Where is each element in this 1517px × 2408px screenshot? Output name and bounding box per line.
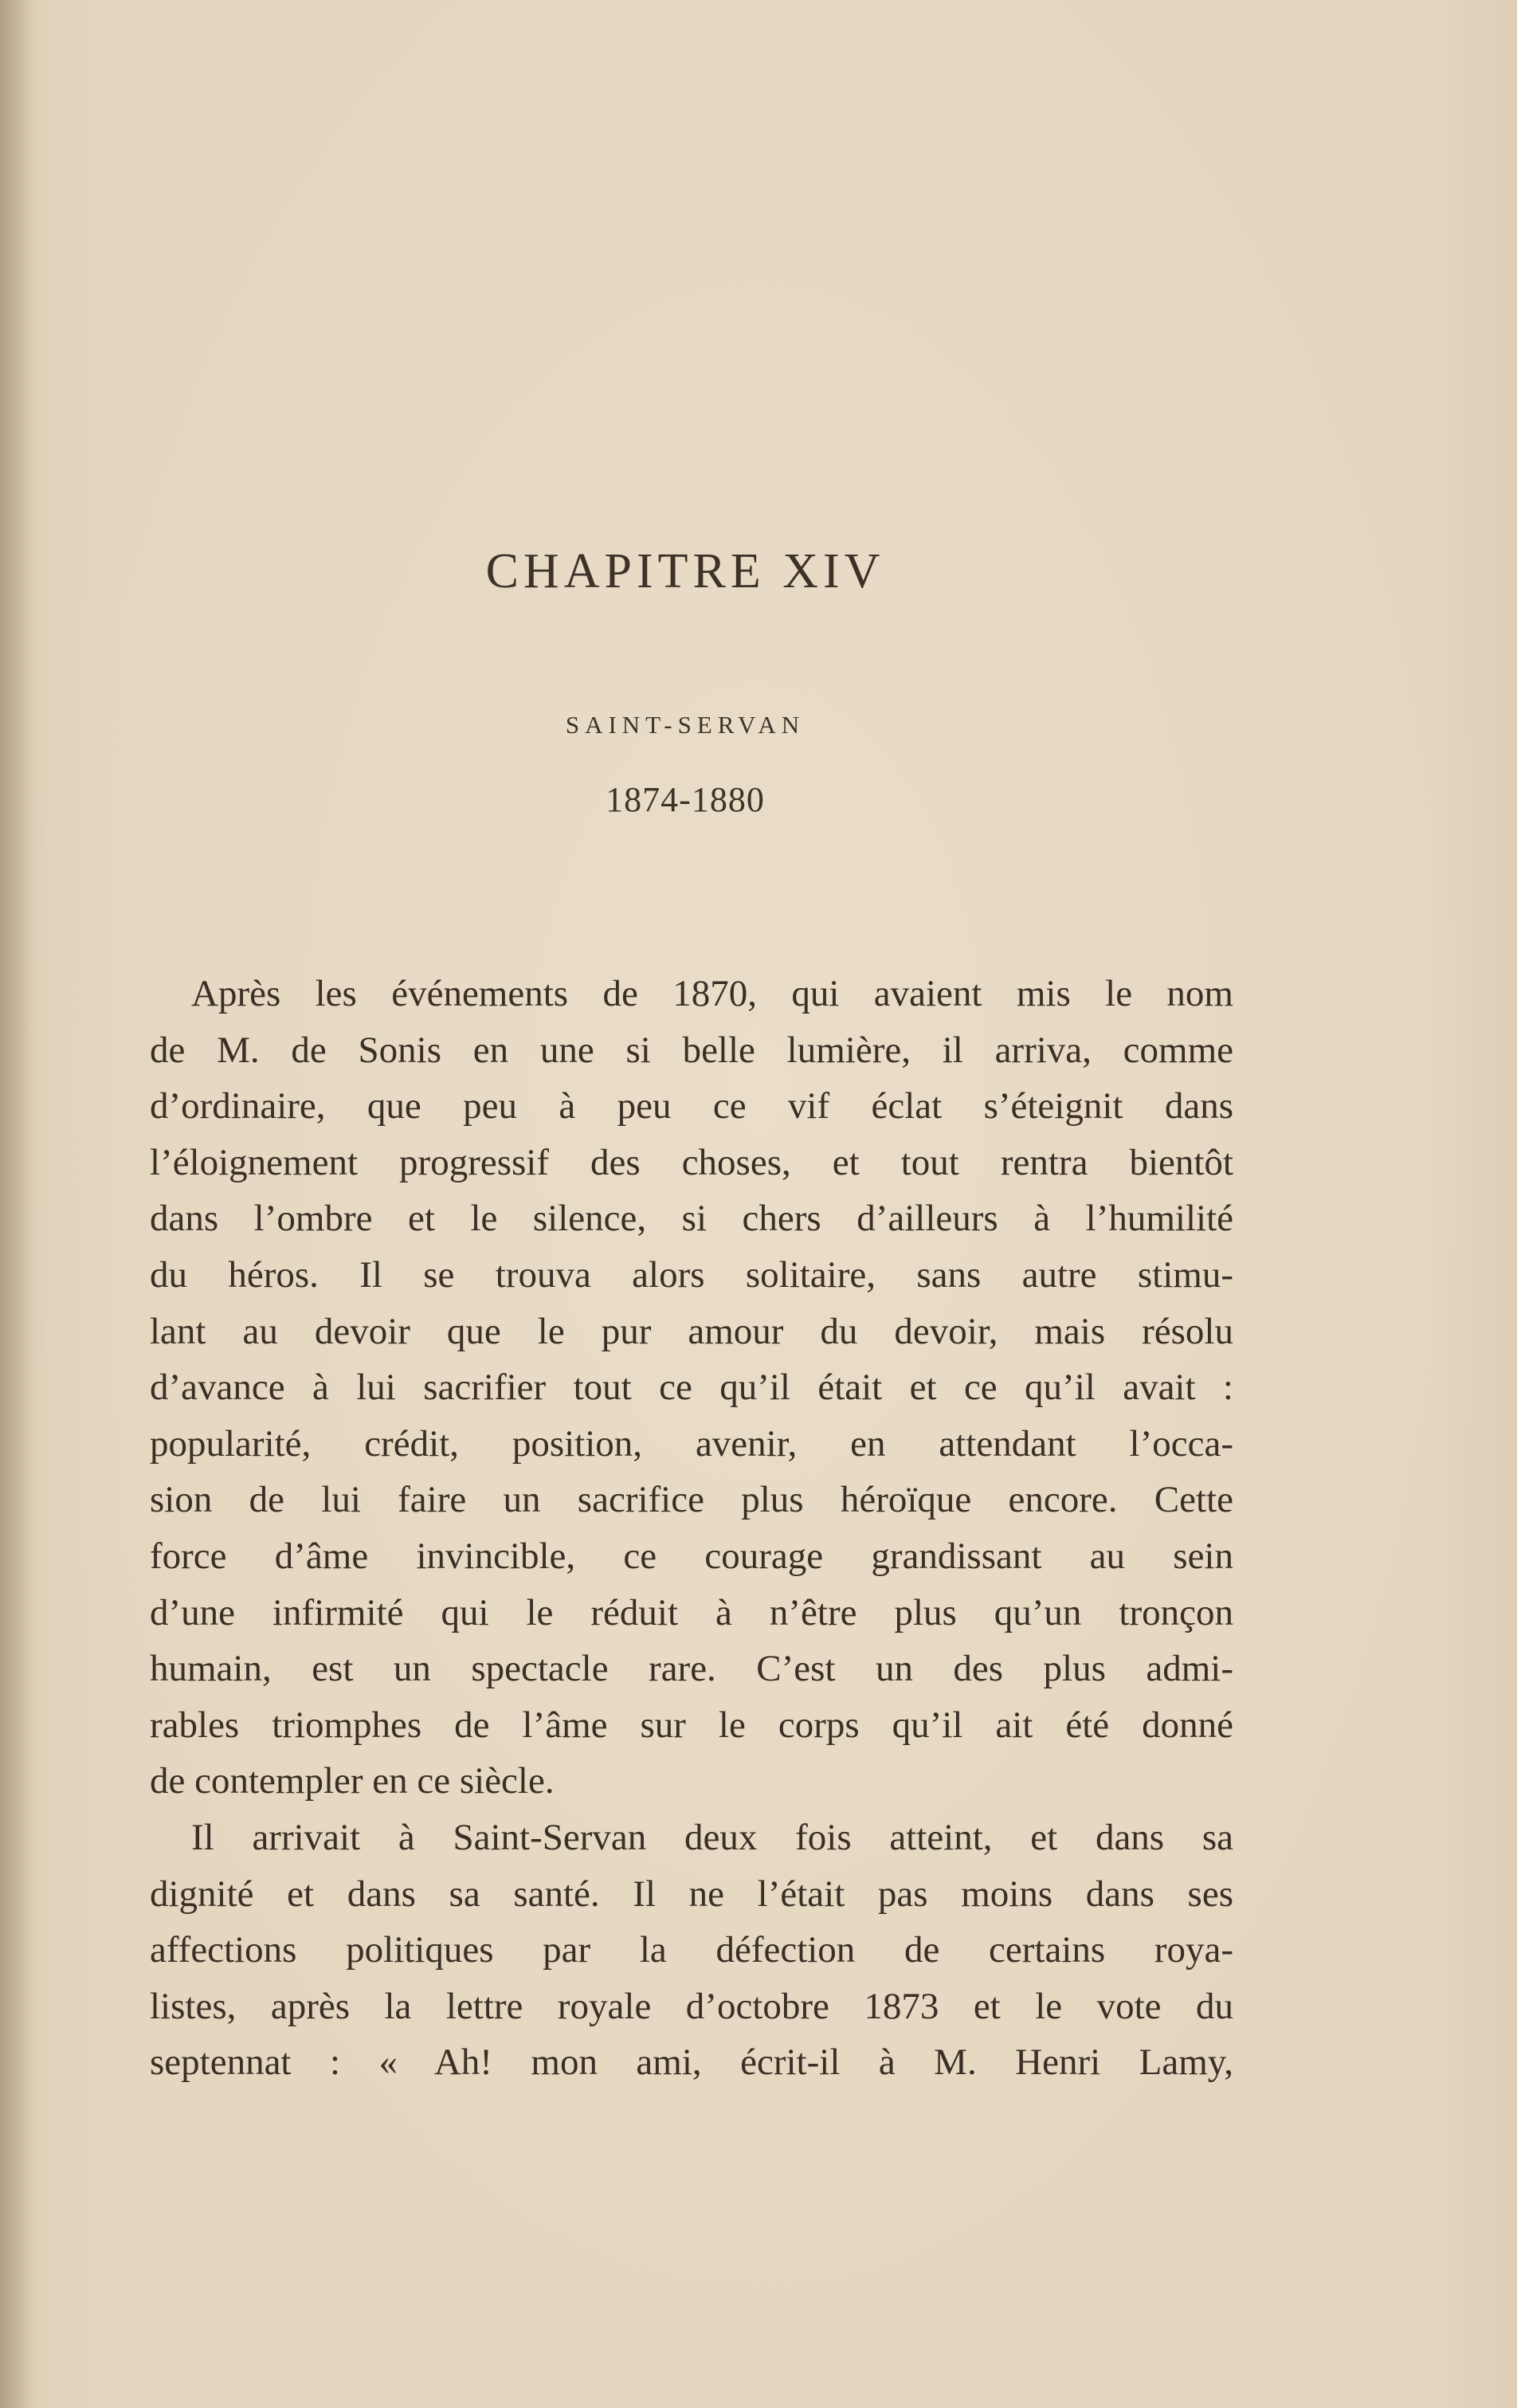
text-line: d’ordinaire, que peu à peu ce vif éclat s’éteignit dans <box>150 1085 1233 1128</box>
text-line: de M. de Sonis en une si belle lumière, il arriva, comme <box>150 1029 1233 1071</box>
section-title: SAINT-SERVAN <box>565 711 806 739</box>
body-text <box>150 966 1233 2091</box>
chapter-title: CHAPITRE XIV <box>485 544 885 598</box>
text-line: lant au devoir que le pur amour du devoir, mais résolu <box>150 1310 1233 1352</box>
text-line: popularité, crédit, position, avenir, en attendant l’occa- <box>150 1422 1233 1465</box>
text-line: de contempler en ce siècle. <box>150 1760 555 1802</box>
page-spine-shadow <box>0 0 32 2408</box>
text-line: dans l’ombre et le silence, si chers d’ailleurs à l’humilité <box>150 1198 1233 1240</box>
text-line: Après les événements de 1870, qui avaient mis le nom <box>191 973 1233 1014</box>
text-line: listes, après la lettre royale d’octobre 1873 et le vote du <box>150 1985 1233 2027</box>
paragraph-1 <box>150 966 1233 1810</box>
text-line: dignité et dans sa santé. Il ne l’était pas moins dans ses <box>150 1873 1233 1915</box>
text-line: affections politiques par la défection de certains roya- <box>150 1929 1233 1971</box>
text-line: rables triomphes de l’âme sur le corps qu’il ait été donné <box>150 1704 1233 1746</box>
text-line: sion de lui faire un sacrifice plus héroïque encore. Cette <box>150 1479 1233 1521</box>
paragraph-2 <box>150 1810 1233 2091</box>
text-line: l’éloignement progressif des choses, et tout rentra bientôt <box>150 1141 1233 1183</box>
text-line: humain, est un spectacle rare. C’est un des plus admi- <box>150 1648 1233 1690</box>
text-line: Il arrivait à Saint-Servan deux fois atteint, et dans sa <box>191 1816 1233 1858</box>
text-line: d’une infirmité qui le réduit à n’être plus qu’un tronçon <box>150 1591 1233 1633</box>
chapter-date-range: 1874-1880 <box>606 780 765 819</box>
text-line: d’avance à lui sacrifier tout ce qu’il était et ce qu’il avait : <box>150 1367 1233 1409</box>
text-line: septennat : « Ah! mon ami, écrit-il à M. Henri Lamy, <box>150 2041 1233 2084</box>
text-line: du héros. Il se trouva alors solitaire, sans autre stimu- <box>150 1253 1233 1296</box>
text-line: force d’âme invincible, ce courage grandissant au sein <box>150 1535 1233 1577</box>
